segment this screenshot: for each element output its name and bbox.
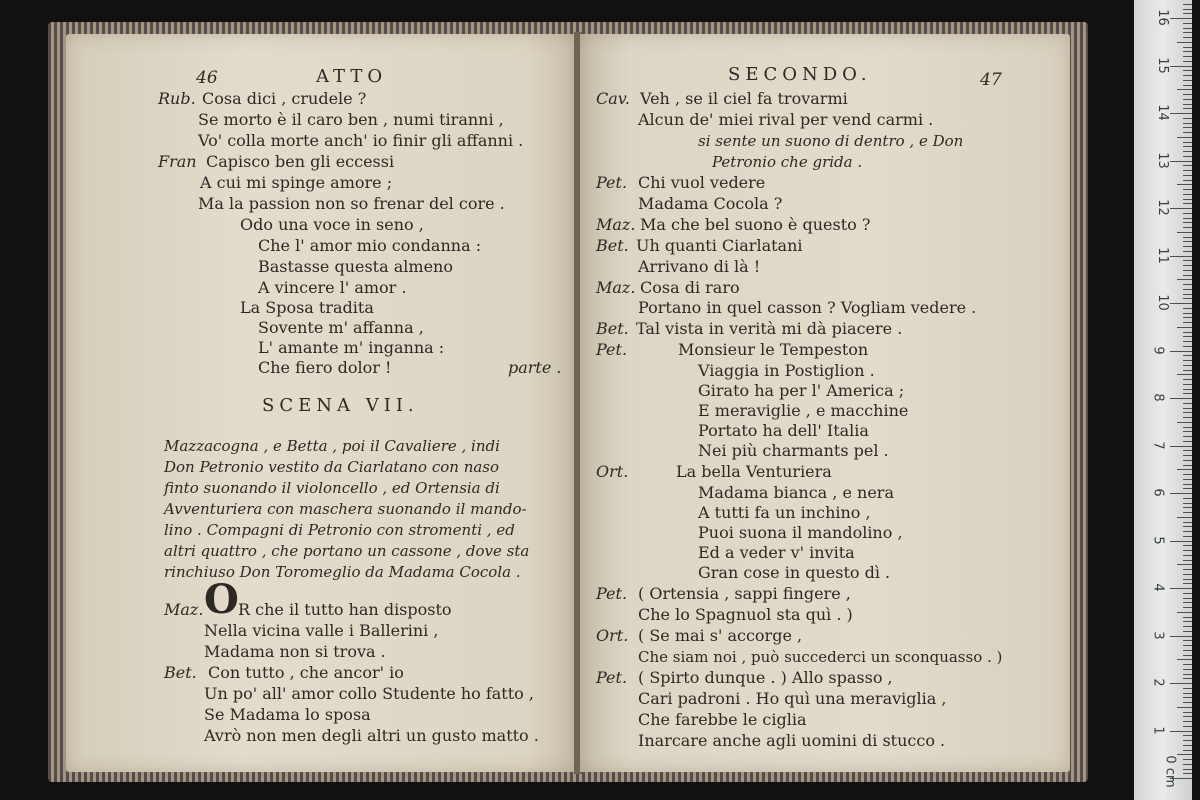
ruler-tick bbox=[1183, 23, 1192, 24]
ruler-tick bbox=[1183, 146, 1192, 147]
speaker-label: Bet. bbox=[164, 663, 197, 682]
ruler-tick bbox=[1183, 370, 1192, 371]
ruler-tick bbox=[1183, 284, 1192, 285]
ruler-tick bbox=[1183, 56, 1192, 57]
ruler-tick bbox=[1183, 431, 1192, 432]
verse-line: Capisco ben gli eccessi bbox=[206, 152, 395, 171]
speaker-label: Maz. bbox=[596, 278, 636, 297]
ruler-tick bbox=[1183, 484, 1192, 485]
ruler-tick bbox=[1183, 607, 1192, 608]
ruler-tick bbox=[1183, 460, 1192, 461]
ruler-tick bbox=[1183, 108, 1192, 109]
ruler-tick bbox=[1177, 327, 1192, 328]
verse-line: Ed a veder v' invita bbox=[698, 543, 855, 562]
ruler-tick bbox=[1183, 189, 1192, 190]
page-number: 47 bbox=[980, 70, 1002, 90]
verse-line: Puoi suona il mandolino , bbox=[698, 523, 903, 542]
ruler-tick bbox=[1170, 683, 1192, 684]
ruler-label: 12 bbox=[1154, 199, 1170, 216]
verse-line: Viaggia in Postiglion . bbox=[698, 361, 875, 380]
ruler-tick bbox=[1183, 332, 1192, 333]
verse-line: ( Spirto dunque . ) Allo spasso , bbox=[638, 668, 893, 687]
verse-line: Inarcare anche agli uomini di stucco . bbox=[638, 731, 946, 750]
ruler-tick bbox=[1183, 583, 1192, 584]
verse-line: Vo' colla morte anch' io finir gli affanni . bbox=[198, 131, 524, 150]
ruler-tick bbox=[1183, 346, 1192, 347]
verse-line: Uh quanti Ciarlatani bbox=[636, 236, 803, 255]
ruler-tick bbox=[1183, 750, 1192, 751]
ruler-tick bbox=[1183, 693, 1192, 694]
speaker-label: Ort. bbox=[596, 626, 629, 645]
verse-line: Un po' all' amor collo Studente ho fatto , bbox=[204, 684, 534, 703]
ruler-label: 4 bbox=[1150, 583, 1166, 592]
ruler-tick bbox=[1183, 579, 1192, 580]
ruler-tick bbox=[1183, 645, 1192, 646]
ruler-tick bbox=[1183, 764, 1192, 765]
ruler-tick bbox=[1183, 80, 1192, 81]
ruler-tick bbox=[1183, 341, 1192, 342]
ruler-tick bbox=[1183, 123, 1192, 124]
ruler-tick bbox=[1183, 735, 1192, 736]
ruler-tick bbox=[1177, 184, 1192, 185]
ruler-tick bbox=[1177, 422, 1192, 423]
ruler-tick bbox=[1183, 626, 1192, 627]
exit-direction: parte . bbox=[508, 358, 562, 377]
ruler-tick bbox=[1183, 104, 1192, 105]
ruler-label: 6 bbox=[1150, 488, 1166, 497]
verse-line: Con tutto , che ancor' io bbox=[208, 663, 404, 682]
ruler-tick bbox=[1183, 237, 1192, 238]
ruler-tick bbox=[1183, 598, 1192, 599]
ruler-tick bbox=[1183, 270, 1192, 271]
ruler-tick bbox=[1183, 474, 1192, 475]
ruler-tick bbox=[1183, 479, 1192, 480]
ruler-tick bbox=[1183, 4, 1192, 5]
ruler-tick bbox=[1183, 355, 1192, 356]
verse-line: Madama non si trova . bbox=[204, 642, 386, 661]
ruler-tick bbox=[1170, 636, 1192, 637]
ruler-tick bbox=[1183, 417, 1192, 418]
stage-direction-line: rinchiuso Don Toromeglio da Madama Cocola . bbox=[164, 563, 521, 581]
ruler-tick bbox=[1183, 170, 1192, 171]
verse-line: Tal vista in verità mi dà piacere . bbox=[636, 319, 903, 338]
ruler-tick bbox=[1170, 398, 1192, 399]
ruler-tick bbox=[1183, 526, 1192, 527]
ruler-tick bbox=[1183, 716, 1192, 717]
ruler-tick bbox=[1183, 617, 1192, 618]
ruler-tick bbox=[1183, 275, 1192, 276]
verse-line: E meraviglie , e macchine bbox=[698, 401, 909, 420]
verse-line: Avrò non men degli altri un gusto matto . bbox=[204, 726, 539, 745]
speaker-label: Fran bbox=[158, 152, 197, 171]
verse-line: Portano in quel casson ? Vogliam vedere . bbox=[638, 298, 977, 317]
scene-heading: SCENA VII. bbox=[262, 395, 419, 416]
ruler-tick bbox=[1183, 450, 1192, 451]
ruler-tick bbox=[1183, 317, 1192, 318]
ruler-label: 10 bbox=[1154, 294, 1170, 311]
ruler-tick bbox=[1183, 175, 1192, 176]
speaker-label: Bet. bbox=[596, 319, 629, 338]
measuring-ruler bbox=[1134, 0, 1192, 800]
ruler-tick bbox=[1183, 28, 1192, 29]
ruler-tick bbox=[1183, 769, 1192, 770]
ruler-tick bbox=[1170, 541, 1192, 542]
verse-line: Veh , se il ciel fa trovarmi bbox=[640, 89, 848, 108]
ruler-tick bbox=[1177, 374, 1192, 375]
drop-cap: O bbox=[204, 576, 239, 623]
ruler-tick bbox=[1183, 265, 1192, 266]
ruler-tick bbox=[1183, 47, 1192, 48]
ruler-tick bbox=[1183, 655, 1192, 656]
verse-line: Se Madama lo sposa bbox=[204, 705, 371, 724]
ruler-tick bbox=[1183, 674, 1192, 675]
speaker-label: Maz. bbox=[164, 600, 204, 619]
ruler-tick bbox=[1183, 389, 1192, 390]
ruler-label: 8 bbox=[1150, 393, 1166, 402]
ruler-tick bbox=[1183, 403, 1192, 404]
speaker-label: Cav. bbox=[596, 89, 631, 108]
ruler-tick bbox=[1183, 441, 1192, 442]
verse-line: Alcun de' miei rival per vend carmi . bbox=[638, 110, 934, 129]
ruler-tick bbox=[1170, 113, 1192, 114]
ruler-tick bbox=[1177, 659, 1192, 660]
verse-line: Girato ha per l' America ; bbox=[698, 381, 905, 400]
ruler-tick bbox=[1183, 455, 1192, 456]
verse-line: ( Ortensia , sappi fingere , bbox=[638, 584, 851, 603]
ruler-label: 3 bbox=[1150, 630, 1166, 640]
ruler-label: 16 bbox=[1154, 9, 1170, 26]
ruler-tick bbox=[1183, 118, 1192, 119]
ruler-tick bbox=[1183, 555, 1192, 556]
verse-line: Che l' amor mio condanna : bbox=[258, 236, 482, 255]
running-head: ATTO bbox=[316, 66, 388, 87]
ruler-tick bbox=[1183, 218, 1192, 219]
verse-line: Ma che bel suono è questo ? bbox=[640, 215, 871, 234]
ruler-tick bbox=[1183, 70, 1192, 71]
ruler-tick bbox=[1183, 393, 1192, 394]
ruler-tick bbox=[1183, 308, 1192, 309]
verse-line: Cosa dici , crudele ? bbox=[202, 89, 367, 108]
verse-line: Arrivano di là ! bbox=[638, 257, 761, 276]
ruler-label: 13 bbox=[1154, 151, 1170, 169]
ruler-tick bbox=[1183, 560, 1192, 561]
ruler-tick bbox=[1183, 241, 1192, 242]
ruler-tick bbox=[1177, 517, 1192, 518]
ruler-tick bbox=[1170, 446, 1192, 447]
stage-direction-line: altri quattro , che portano un cassone , dove sta bbox=[164, 542, 530, 560]
ruler-tick bbox=[1183, 94, 1192, 95]
verse-line: Che siam noi , può succederci un sconquasso . ) bbox=[638, 648, 1003, 666]
ruler-tick bbox=[1183, 32, 1192, 33]
open-book bbox=[48, 22, 1088, 782]
ruler-tick bbox=[1183, 664, 1192, 665]
ruler-tick bbox=[1183, 61, 1192, 62]
ruler-tick bbox=[1183, 678, 1192, 679]
ruler-tick bbox=[1183, 631, 1192, 632]
verse-line: Odo una voce in seno , bbox=[240, 215, 424, 234]
ruler-tick bbox=[1183, 222, 1192, 223]
verse-line: La bella Venturiera bbox=[676, 462, 832, 481]
ruler-tick bbox=[1183, 203, 1192, 204]
verse-line: ( Se mai s' accorge , bbox=[638, 626, 803, 645]
verse-line: Nei più charmants pel . bbox=[698, 441, 889, 460]
ruler-tick bbox=[1177, 707, 1192, 708]
ruler-tick bbox=[1177, 612, 1192, 613]
ruler-tick bbox=[1183, 298, 1192, 299]
ruler-tick bbox=[1183, 726, 1192, 727]
ruler-tick bbox=[1183, 712, 1192, 713]
ruler-tick bbox=[1177, 564, 1192, 565]
ruler-label: 9 bbox=[1150, 345, 1166, 355]
ruler-tick bbox=[1177, 469, 1192, 470]
ruler-tick bbox=[1177, 279, 1192, 280]
verse-line: Che fiero dolor ! bbox=[258, 358, 392, 377]
ruler-tick bbox=[1170, 493, 1192, 494]
ruler-tick bbox=[1170, 303, 1192, 304]
stage-direction-line: si sente un suono di dentro , e Don bbox=[698, 132, 964, 150]
ruler-tick bbox=[1183, 294, 1192, 295]
right-page bbox=[580, 34, 1070, 772]
ruler-tick bbox=[1183, 740, 1192, 741]
ruler-tick bbox=[1177, 754, 1192, 755]
ruler-label: 0 cm bbox=[1162, 755, 1178, 788]
ruler-tick bbox=[1183, 488, 1192, 489]
left-page bbox=[66, 34, 576, 772]
ruler-tick bbox=[1183, 142, 1192, 143]
verse-line: Madama bianca , e nera bbox=[698, 483, 894, 502]
ruler-tick bbox=[1183, 37, 1192, 38]
verse-line: Che farebbe le ciglia bbox=[638, 710, 807, 729]
ruler-tick bbox=[1183, 156, 1192, 157]
verse-line: R che il tutto han disposto bbox=[238, 600, 452, 619]
ruler-tick bbox=[1183, 688, 1192, 689]
speaker-label: Ort. bbox=[596, 462, 629, 481]
ruler-tick bbox=[1183, 507, 1192, 508]
speaker-label: Maz. bbox=[596, 215, 636, 234]
page-number: 46 bbox=[196, 68, 218, 88]
ruler-tick bbox=[1183, 512, 1192, 513]
ruler-tick bbox=[1183, 322, 1192, 323]
ruler-tick bbox=[1170, 18, 1192, 19]
verse-line: Gran cose in questo dì . bbox=[698, 563, 891, 582]
ruler-tick bbox=[1183, 313, 1192, 314]
ruler-tick bbox=[1183, 132, 1192, 133]
ruler-tick bbox=[1183, 289, 1192, 290]
ruler-tick bbox=[1177, 232, 1192, 233]
ruler-tick bbox=[1183, 260, 1192, 261]
ruler-label: 5 bbox=[1150, 535, 1166, 545]
verse-line: A vincere l' amor . bbox=[258, 278, 407, 297]
ruler-tick bbox=[1183, 408, 1192, 409]
ruler-tick bbox=[1183, 498, 1192, 499]
ruler-tick bbox=[1183, 593, 1192, 594]
verse-line: A cui mi spinge amore ; bbox=[200, 173, 393, 192]
ruler-tick bbox=[1183, 531, 1192, 532]
ruler-tick bbox=[1183, 180, 1192, 181]
ruler-tick bbox=[1183, 545, 1192, 546]
ruler-tick bbox=[1183, 550, 1192, 551]
verse-line: Madama Cocola ? bbox=[638, 194, 783, 213]
ruler-tick bbox=[1177, 42, 1192, 43]
verse-line: Portato ha dell' Italia bbox=[698, 421, 869, 440]
ruler-tick bbox=[1170, 208, 1192, 209]
ruler-tick bbox=[1183, 384, 1192, 385]
ruler-tick bbox=[1183, 9, 1192, 10]
ruler-tick bbox=[1170, 588, 1192, 589]
verse-line: Bastasse questa almeno bbox=[258, 257, 453, 276]
ruler-tick bbox=[1183, 99, 1192, 100]
speaker-label: Bet. bbox=[596, 236, 629, 255]
ruler-tick bbox=[1183, 194, 1192, 195]
ruler-tick bbox=[1183, 227, 1192, 228]
ruler-tick bbox=[1183, 602, 1192, 603]
verse-line: Chi vuol vedere bbox=[638, 173, 766, 192]
ruler-tick bbox=[1183, 640, 1192, 641]
ruler-tick bbox=[1177, 137, 1192, 138]
ruler-tick bbox=[1183, 465, 1192, 466]
ruler-tick bbox=[1183, 165, 1192, 166]
verse-line: Cari padroni . Ho quì una meraviglia , bbox=[638, 689, 947, 708]
ruler-tick bbox=[1183, 669, 1192, 670]
ruler-tick bbox=[1183, 199, 1192, 200]
speaker-label: Rub. bbox=[158, 89, 196, 108]
verse-line: Monsieur le Tempeston bbox=[678, 340, 869, 359]
verse-line: L' amante m' inganna : bbox=[258, 338, 445, 357]
ruler-tick bbox=[1183, 745, 1192, 746]
speaker-label: Pet. bbox=[596, 584, 628, 603]
ruler-label: 11 bbox=[1154, 246, 1170, 264]
stage-direction-line: finto suonando il violoncello , ed Ortensia di bbox=[164, 479, 500, 497]
ruler-label: 7 bbox=[1150, 440, 1166, 450]
ruler-tick bbox=[1183, 379, 1192, 380]
ruler-tick bbox=[1170, 731, 1192, 732]
stage-direction-line: lino . Compagni di Petronio con stromenti , ed bbox=[164, 521, 515, 539]
verse-line: A tutti fa un inchino , bbox=[698, 503, 871, 522]
ruler-label: 1 bbox=[1150, 725, 1166, 735]
stage-direction-line: Petronio che grida . bbox=[712, 153, 863, 171]
ruler-tick bbox=[1183, 621, 1192, 622]
ruler-tick bbox=[1183, 151, 1192, 152]
ruler-tick bbox=[1183, 436, 1192, 437]
stage-direction-line: Avventuriera con maschera suonando il mando- bbox=[164, 500, 527, 518]
ruler-tick bbox=[1183, 650, 1192, 651]
verse-line: Ma la passion non so frenar del core . bbox=[198, 194, 505, 213]
ruler-tick bbox=[1183, 85, 1192, 86]
ruler-tick bbox=[1183, 574, 1192, 575]
ruler-tick bbox=[1183, 503, 1192, 504]
ruler-tick bbox=[1183, 522, 1192, 523]
ruler-tick bbox=[1183, 759, 1192, 760]
verse-line: Che lo Spagnuol sta quì . ) bbox=[638, 605, 853, 624]
ruler-tick bbox=[1183, 773, 1192, 774]
verse-line: La Sposa tradita bbox=[240, 298, 374, 317]
ruler-tick bbox=[1183, 702, 1192, 703]
ruler-tick bbox=[1183, 127, 1192, 128]
speaker-label: Pet. bbox=[596, 173, 628, 192]
ruler-label: 15 bbox=[1154, 56, 1170, 74]
running-head: SECONDO. bbox=[728, 64, 872, 85]
verse-line: Sovente m' affanna , bbox=[258, 318, 424, 337]
ruler-tick bbox=[1170, 66, 1192, 67]
ruler-tick bbox=[1183, 360, 1192, 361]
ruler-label: 2 bbox=[1150, 678, 1166, 687]
ruler-tick bbox=[1183, 697, 1192, 698]
ruler-tick bbox=[1183, 13, 1192, 14]
ruler-tick bbox=[1183, 569, 1192, 570]
ruler-label: 14 bbox=[1154, 104, 1170, 121]
ruler-tick bbox=[1183, 251, 1192, 252]
verse-line: Nella vicina valle i Ballerini , bbox=[204, 621, 439, 640]
ruler-tick bbox=[1170, 256, 1192, 257]
ruler-tick bbox=[1183, 721, 1192, 722]
ruler-tick bbox=[1177, 89, 1192, 90]
ruler-tick bbox=[1183, 536, 1192, 537]
verse-line: Cosa di raro bbox=[640, 278, 740, 297]
stage-direction-line: Don Petronio vestito da Ciarlatano con naso bbox=[164, 458, 500, 476]
ruler-tick bbox=[1183, 213, 1192, 214]
verse-line: Se morto è il caro ben , numi tiranni , bbox=[198, 110, 504, 129]
speaker-label: Pet. bbox=[596, 340, 628, 359]
ruler-tick bbox=[1183, 412, 1192, 413]
ruler-tick bbox=[1183, 427, 1192, 428]
ruler-tick bbox=[1183, 336, 1192, 337]
ruler-tick bbox=[1170, 351, 1192, 352]
ruler-tick bbox=[1183, 246, 1192, 247]
ruler-tick bbox=[1183, 51, 1192, 52]
speaker-label: Pet. bbox=[596, 668, 628, 687]
ruler-tick bbox=[1183, 75, 1192, 76]
ruler-tick bbox=[1170, 161, 1192, 162]
ruler-tick bbox=[1183, 365, 1192, 366]
stage-direction-line: Mazzacogna , e Betta , poi il Cavaliere , indi bbox=[164, 437, 500, 455]
